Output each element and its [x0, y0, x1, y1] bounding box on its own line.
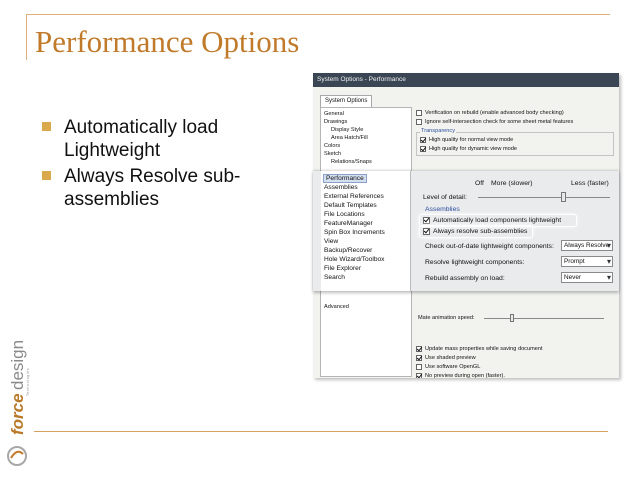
- tree-item[interactable]: Sketch: [324, 151, 342, 157]
- check-out-of-date-label: Check out-of-date lightweight components:: [425, 243, 554, 250]
- option-label: Mate animation speed:: [418, 315, 475, 321]
- off-label: Off: [475, 180, 484, 187]
- bottom-rule: [34, 431, 608, 432]
- transparency-dynamic-option[interactable]: [420, 145, 517, 153]
- svg-text:force: force: [8, 393, 27, 435]
- tree-item[interactable]: File Explorer: [324, 265, 362, 272]
- checkbox-checked-icon[interactable]: [416, 346, 422, 352]
- tree-item[interactable]: View: [324, 238, 339, 245]
- option-label: Automatically load components lightweight: [433, 217, 562, 224]
- resolve-lightweight-label: Resolve lightweight components:: [425, 259, 525, 266]
- checkbox-icon[interactable]: [416, 110, 422, 116]
- checkbox-checked-icon[interactable]: [420, 146, 426, 152]
- shaded-preview-option[interactable]: [416, 354, 476, 362]
- tree-item[interactable]: Display Style: [331, 127, 364, 133]
- checkbox-icon[interactable]: [416, 364, 422, 370]
- left-rule: [26, 14, 27, 60]
- option-label: Always resolve sub-assemblies: [433, 228, 528, 235]
- bullet-text: Automatically load Lightweight: [64, 117, 219, 161]
- mass-properties-option[interactable]: [416, 345, 543, 353]
- option-label: High quality for normal view mode: [429, 137, 514, 143]
- animation-slider-track[interactable]: [484, 318, 604, 319]
- checkbox-checked-icon[interactable]: [416, 373, 422, 378]
- bullet-square-icon: [42, 122, 51, 131]
- check-out-of-date-dropdown[interactable]: Always Resolve ▾: [561, 240, 613, 251]
- resolve-lightweight-dropdown[interactable]: Prompt ▾: [561, 256, 613, 267]
- animation-slider-handle[interactable]: [510, 314, 514, 322]
- tree-item[interactable]: FeatureManager: [324, 220, 373, 227]
- option-label: Verification on rebuild (enable advanced body checking): [425, 110, 564, 116]
- svg-text:Technologies: Technologies: [26, 367, 30, 396]
- tree-item[interactable]: Default Templates: [324, 202, 377, 209]
- transparency-label: Transparency: [421, 128, 455, 134]
- self-intersection-option[interactable]: [416, 118, 573, 126]
- no-preview-option[interactable]: [416, 372, 505, 378]
- transparency-normal-option[interactable]: [420, 136, 513, 144]
- tree-item[interactable]: Colors: [324, 143, 341, 149]
- forcedesign-logo: [4, 320, 30, 470]
- tab-system-options[interactable]: System Options: [320, 95, 372, 107]
- detail-slider-handle[interactable]: [561, 192, 566, 202]
- option-label: No preview during open (faster).: [425, 373, 505, 378]
- verification-option[interactable]: [416, 109, 564, 117]
- slide-title: Performance Options: [35, 24, 300, 59]
- more-slower-label: More (slower): [491, 180, 533, 187]
- tree-item[interactable]: Backup/Recover: [324, 247, 373, 254]
- less-faster-label: Less (faster): [571, 180, 609, 187]
- checkbox-checked-icon[interactable]: [420, 137, 426, 143]
- tree-item[interactable]: Drawings: [324, 119, 348, 125]
- tree-item[interactable]: Relations/Snaps: [331, 159, 372, 165]
- tree-item[interactable]: Spin Box Increments: [324, 229, 385, 236]
- checkbox-checked-icon[interactable]: [416, 355, 422, 361]
- dialog-title: System Options - Performance: [313, 73, 619, 87]
- zoom-tree: [321, 171, 411, 291]
- bullet-item: [40, 116, 290, 162]
- option-label: High quality for dynamic view mode: [429, 146, 517, 152]
- tree-item[interactable]: Assemblies: [324, 184, 358, 191]
- top-rule: [26, 14, 610, 15]
- option-label: Update mass properties while saving document: [425, 346, 543, 352]
- highlight-outline: [419, 225, 533, 238]
- checkbox-icon[interactable]: [416, 119, 422, 125]
- rebuild-on-load-dropdown[interactable]: Never ▾: [561, 272, 613, 283]
- tree-item[interactable]: Advanced: [324, 304, 349, 310]
- tree-item[interactable]: Search: [324, 274, 345, 281]
- mate-animation-label: [418, 314, 475, 322]
- option-label: Use software OpenGL: [425, 364, 481, 370]
- tree-item[interactable]: External References: [324, 193, 384, 200]
- zoomed-options-band: [313, 171, 619, 291]
- svg-text:design: design: [8, 339, 27, 390]
- tree-item-performance[interactable]: Performance: [323, 174, 367, 183]
- bullet-list: [40, 116, 290, 214]
- tree-item[interactable]: General: [324, 111, 344, 117]
- bullet-square-icon: [42, 171, 51, 180]
- detail-slider-track[interactable]: [478, 197, 610, 198]
- level-of-detail-label: Level of detail:: [423, 194, 467, 201]
- assemblies-group-label: Assemblies: [425, 206, 460, 213]
- bullet-text: Always Resolve sub-assemblies: [64, 166, 241, 210]
- software-opengl-option[interactable]: [416, 363, 480, 371]
- option-label: Use shaded preview: [425, 355, 476, 361]
- rebuild-on-load-label: Rebuild assembly on load:: [425, 275, 505, 282]
- option-label: Ignore self-intersection check for some sheet metal features: [425, 119, 574, 125]
- tree-item[interactable]: Area Hatch/Fill: [331, 135, 368, 141]
- tree-item[interactable]: Hole Wizard/Toolbox: [324, 256, 385, 263]
- tree-item[interactable]: File Locations: [324, 211, 365, 218]
- bullet-item: [40, 165, 290, 211]
